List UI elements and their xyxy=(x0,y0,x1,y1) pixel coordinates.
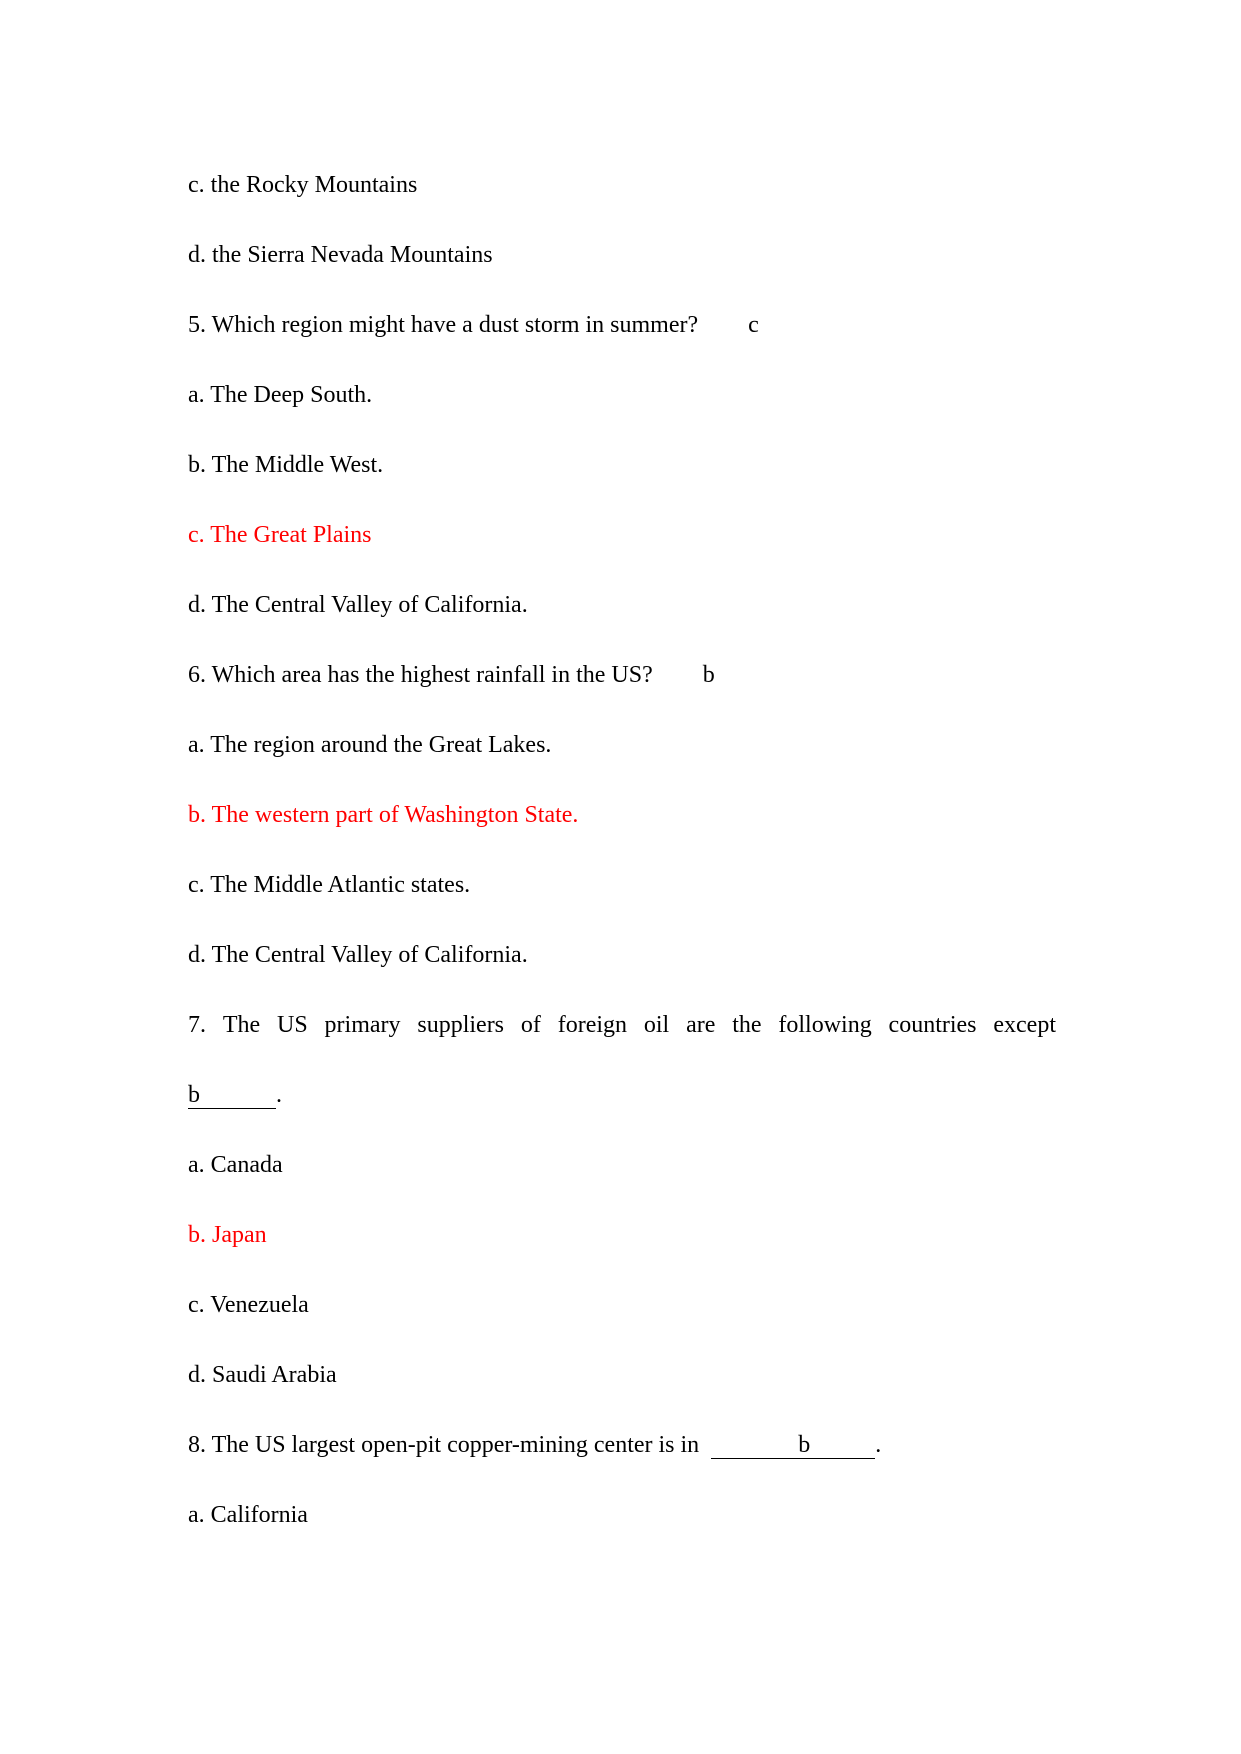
q7-word: are xyxy=(686,1012,716,1038)
q7-option-d: d. Saudi Arabia xyxy=(188,1362,337,1388)
q5-option-d: d. The Central Valley of California. xyxy=(188,592,528,618)
q7-word: oil xyxy=(643,1012,670,1038)
question-7-line xyxy=(188,1010,1056,1040)
q6-option-b-correct: b. The western part of Washington State. xyxy=(188,802,579,828)
question-5-text: 5. Which region might have a dust storm in summer? xyxy=(188,312,699,338)
q6-option-a: a. The region around the Great Lakes. xyxy=(188,732,552,758)
q7-word: except xyxy=(993,1012,1056,1038)
q5-option-c-correct: c. The Great Plains xyxy=(188,522,372,548)
q7-word: of xyxy=(520,1012,541,1038)
question-6-answer: b xyxy=(702,662,715,688)
q7-option-c: c. Venezuela xyxy=(188,1292,309,1318)
question-5-answer: c xyxy=(748,312,759,338)
option-d-sierra-nevada: d. the Sierra Nevada Mountains xyxy=(188,242,493,268)
question-8-text: 8. The US largest open-pit copper-mining center is in xyxy=(188,1432,700,1458)
q8-option-a: a. California xyxy=(188,1502,308,1528)
q5-option-a: a. The Deep South. xyxy=(188,382,373,408)
q7-word: The xyxy=(222,1012,261,1038)
q7-word: primary xyxy=(324,1012,401,1038)
q7-word: 7. xyxy=(188,1012,206,1038)
q8-period: . xyxy=(875,1432,882,1458)
q7-word: suppliers xyxy=(417,1012,505,1038)
q6-option-d: d. The Central Valley of California. xyxy=(188,942,528,968)
question-5 xyxy=(188,310,759,340)
q5-option-b: b. The Middle West. xyxy=(188,452,384,478)
q7-word: the xyxy=(732,1012,762,1038)
q8-answer-blank: b xyxy=(711,1432,875,1459)
q7-word: following xyxy=(778,1012,872,1038)
question-6-text: 6. Which area has the highest rainfall in the US? xyxy=(188,662,653,688)
q7-word: countries xyxy=(888,1012,977,1038)
q7-word: US xyxy=(277,1012,308,1038)
question-8 xyxy=(188,1430,881,1460)
question-7-blank-line xyxy=(188,1080,282,1110)
q7-answer-blank: b xyxy=(188,1082,276,1109)
q6-option-c: c. The Middle Atlantic states. xyxy=(188,872,471,898)
q7-word: foreign xyxy=(557,1012,628,1038)
question-6 xyxy=(188,660,715,690)
q7-option-b-correct: b. Japan xyxy=(188,1222,267,1248)
option-c-rocky-mountains: c. the Rocky Mountains xyxy=(188,172,418,198)
q7-option-a: a. Canada xyxy=(188,1152,283,1178)
q7-period: . xyxy=(276,1082,282,1108)
